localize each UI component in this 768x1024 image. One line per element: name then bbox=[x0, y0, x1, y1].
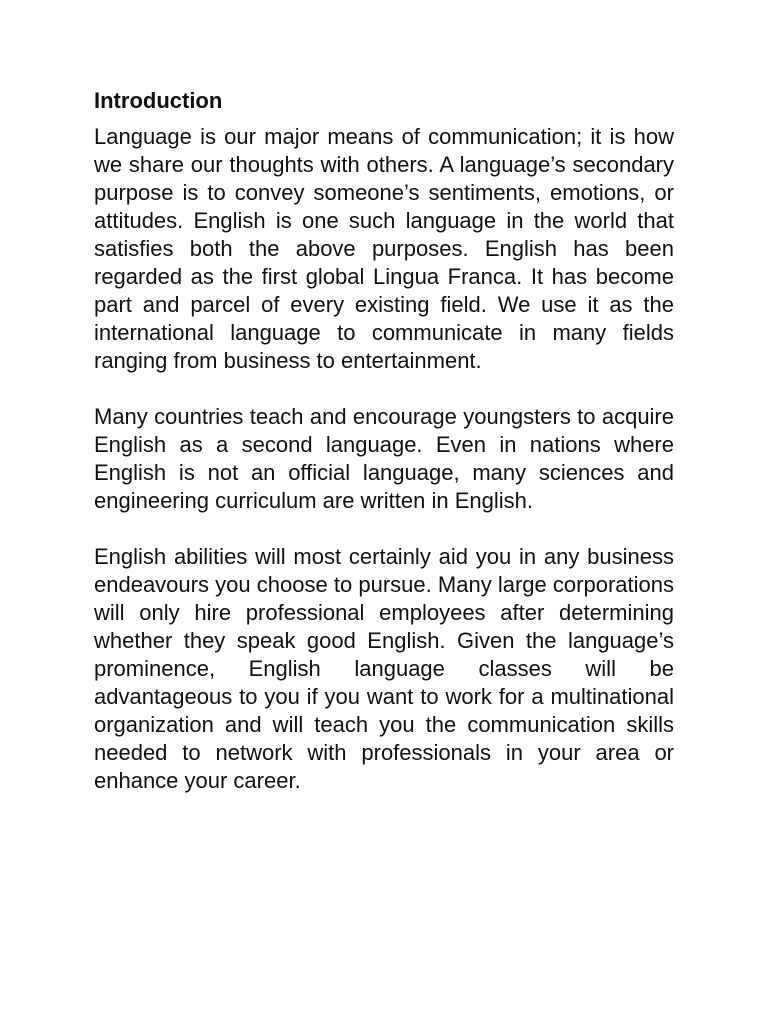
document-body bbox=[94, 86, 674, 823]
paragraph-2: Many countries teach and encourage youngsters to acquire English as a second language. Even in nations where English is not an official language, many sciences and engineering curriculum are written in English. bbox=[94, 404, 674, 513]
section-heading: Introduction bbox=[94, 88, 223, 113]
paragraph-1: Language is our major means of communication; it is how we share our thoughts with others. A language’s secondary purpose is to convey someone’s sentiments, emotions, or attitudes. English is one such language in the world that satisfies both the above purposes. English has been regarded as the first global Lingua Franca. It has become part and parcel of every existing field. We use it as the international language to communicate in many fields ranging from business to entertainment. bbox=[94, 124, 674, 373]
paragraph-3: English abilities will most certainly aid you in any business endeavours you choose to pursue. Many large corporations will only hire professional employees after determining whether they speak good English. Given the language’s prominence, English language classes will be advantageous to you if you want to work for a multinational organization and will teach you the communication skills needed to network with professionals in your area or enhance your career. bbox=[94, 544, 674, 793]
